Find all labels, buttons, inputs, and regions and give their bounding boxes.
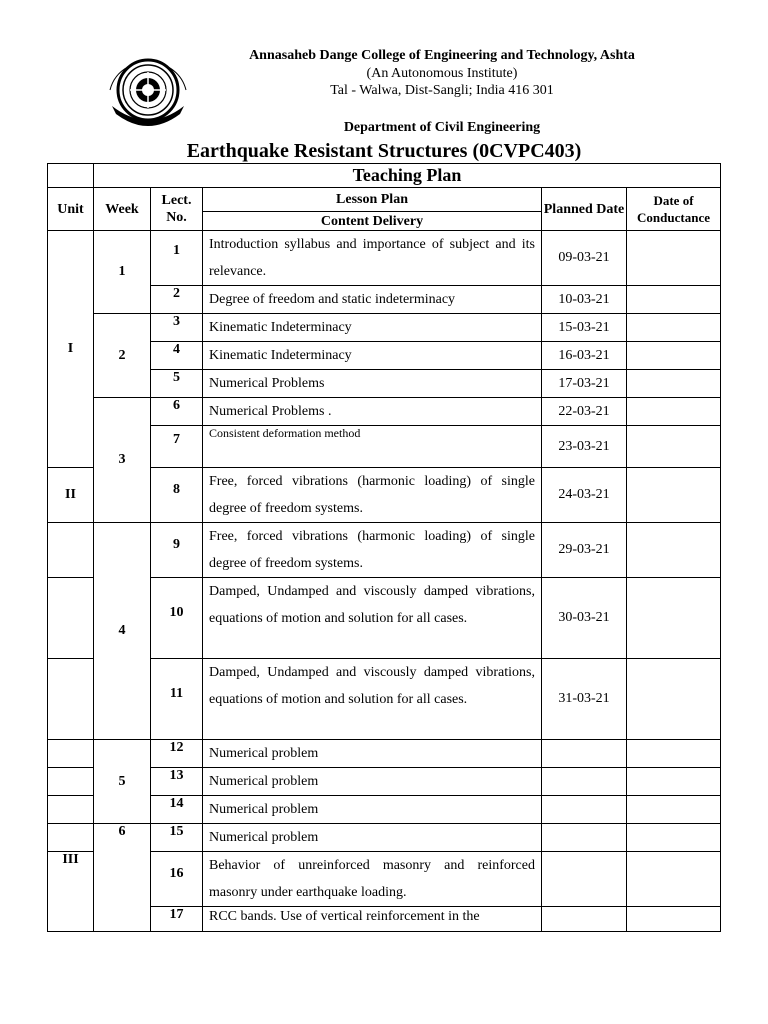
lect-number: 1 — [151, 231, 203, 286]
unit-cell-empty — [48, 824, 94, 852]
planned-date: 17-03-21 — [542, 370, 627, 398]
table-title: Teaching Plan — [94, 164, 721, 188]
planned-date — [542, 907, 627, 932]
planned-date: 22-03-21 — [542, 398, 627, 426]
planned-date: 24-03-21 — [542, 468, 627, 523]
conductance-cell — [627, 907, 721, 932]
conductance-cell — [627, 578, 721, 659]
planned-date: 15-03-21 — [542, 314, 627, 342]
blank-corner-cell — [48, 164, 94, 188]
planned-date: 30-03-21 — [542, 578, 627, 659]
lect-number: 11 — [151, 659, 203, 740]
conductance-cell — [627, 523, 721, 578]
week-cell: 5 — [94, 740, 151, 824]
planned-date — [542, 768, 627, 796]
content-cell: Numerical Problems . — [203, 398, 542, 426]
unit-header: Unit — [48, 188, 94, 231]
content-cell: Numerical problem — [203, 796, 542, 824]
lect-number: 2 — [151, 286, 203, 314]
course-title: Earthquake Resistant Structures (0CVPC403) — [186, 140, 582, 162]
content-cell: Damped, Undamped and viscously damped vibrations, equations of motion and solution for all cases. — [203, 659, 542, 740]
lect-number: 8 — [151, 468, 203, 523]
content-cell: Numerical problem — [203, 740, 542, 768]
content-cell: Kinematic Indeterminacy — [203, 314, 542, 342]
planned-date: 31-03-21 — [542, 659, 627, 740]
lect-number: 9 — [151, 523, 203, 578]
unit-cell-empty — [48, 768, 94, 796]
lect-number: 15 — [151, 824, 203, 852]
lect-number: 12 — [151, 740, 203, 768]
lect-number: 10 — [151, 578, 203, 659]
conductance-cell — [627, 468, 721, 523]
conductance-cell — [627, 286, 721, 314]
content-cell: Numerical problem — [203, 768, 542, 796]
unit-cell: I — [48, 231, 94, 468]
planned-date — [542, 852, 627, 907]
content-cell: Free, forced vibrations (harmonic loading) of single degree of freedom systems. — [203, 468, 542, 523]
department-name: Department of Civil Engineering — [343, 120, 541, 135]
content-cell: Numerical problem — [203, 824, 542, 852]
planned-date: 29-03-21 — [542, 523, 627, 578]
planned-date: 09-03-21 — [542, 231, 627, 286]
conductance-cell — [627, 796, 721, 824]
lect-number: 14 — [151, 796, 203, 824]
conductance-cell — [627, 659, 721, 740]
unit-cell-empty — [48, 659, 94, 740]
conductance-cell — [627, 398, 721, 426]
week-cell: 1 — [94, 231, 151, 314]
unit-cell-empty — [48, 740, 94, 768]
unit-cell-empty — [48, 523, 94, 578]
unit-cell: II — [48, 468, 94, 523]
content-cell: Numerical Problems — [203, 370, 542, 398]
lect-number: 16 — [151, 852, 203, 907]
lect-number: 7 — [151, 426, 203, 468]
week-cell: 2 — [94, 314, 151, 398]
conductance-cell — [627, 768, 721, 796]
content-cell: Degree of freedom and static indeterminacy — [203, 286, 542, 314]
college-name: Annasaheb Dange College of Engineering and Technology, Ashta — [249, 48, 635, 63]
planned-date — [542, 824, 627, 852]
planned-date — [542, 740, 627, 768]
planned-date — [542, 796, 627, 824]
lect-number: 6 — [151, 398, 203, 426]
content-cell: Damped, Undamped and viscously damped vibrations, equations of motion and solution for all cases. — [203, 578, 542, 659]
planned-date: 16-03-21 — [542, 342, 627, 370]
week-cell: 4 — [94, 523, 151, 740]
planned-date: 23-03-21 — [542, 426, 627, 468]
lect-number: 3 — [151, 314, 203, 342]
lect-number: 13 — [151, 768, 203, 796]
lect-number: 5 — [151, 370, 203, 398]
college-address: Tal - Walwa, Dist-Sangli; India 416 301 — [330, 83, 554, 98]
teaching-plan-table — [47, 163, 721, 932]
week-cell: 3 — [94, 398, 151, 523]
content-cell: Introduction syllabus and importance of subject and its relevance. — [203, 231, 542, 286]
content-cell: Consistent deformation method — [203, 426, 542, 468]
conductance-cell — [627, 824, 721, 852]
lect-number: 4 — [151, 342, 203, 370]
conductance-cell — [627, 231, 721, 286]
conductance-cell — [627, 342, 721, 370]
lesson-plan-header: Lesson Plan — [203, 188, 542, 212]
conductance-cell — [627, 740, 721, 768]
planned-date: 10-03-21 — [542, 286, 627, 314]
conductance-cell — [627, 426, 721, 468]
conductance-cell — [627, 370, 721, 398]
week-cell: 6 — [94, 824, 151, 932]
content-delivery-header: Content Delivery — [203, 212, 542, 231]
content-cell: Kinematic Indeterminacy — [203, 342, 542, 370]
conductance-header: Date of Conductance — [627, 188, 721, 231]
institute-status: (An Autonomous Institute) — [366, 66, 518, 81]
conductance-cell — [627, 314, 721, 342]
unit-cell-empty — [48, 796, 94, 824]
week-header: Week — [94, 188, 151, 231]
lect-header: Lect. No. — [151, 188, 203, 231]
planned-date-header: Planned Date — [542, 188, 627, 231]
content-cell: Behavior of unreinforced masonry and reinforced masonry under earthquake loading. — [203, 852, 542, 907]
unit-cell-empty — [48, 578, 94, 659]
unit-cell: III — [48, 852, 94, 932]
content-cell: RCC bands. Use of vertical reinforcement in the — [203, 907, 542, 932]
lect-number: 17 — [151, 907, 203, 932]
conductance-cell — [627, 852, 721, 907]
content-cell: Free, forced vibrations (harmonic loading) of single degree of freedom systems. — [203, 523, 542, 578]
